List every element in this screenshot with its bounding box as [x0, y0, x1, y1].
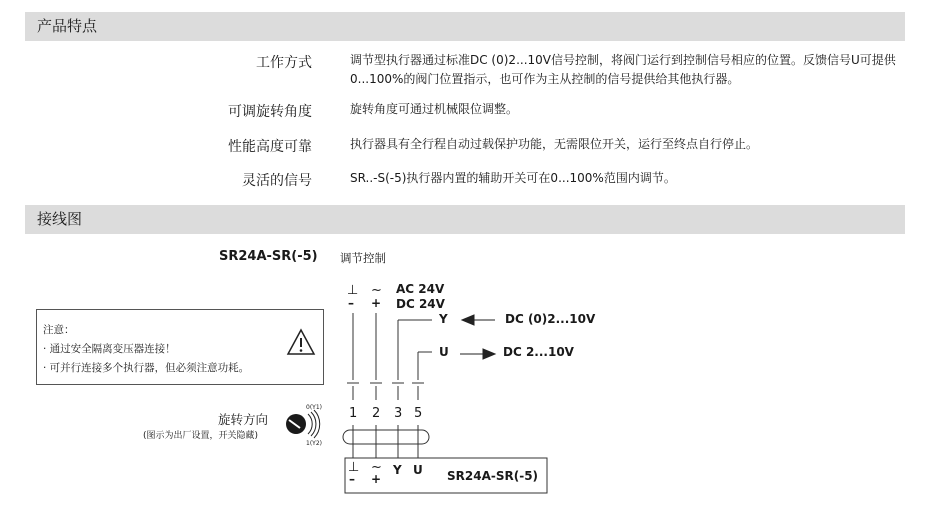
- feature-label-rotation-angle: 可调旋转角度: [228, 104, 312, 120]
- wiring-model-label: SR24A-SR(-5): [219, 249, 318, 264]
- supply-dc-label: DC 24V: [396, 297, 445, 311]
- rotation-sublabel: (图示为出厂设置，开关隐藏): [143, 431, 259, 441]
- y-signal-label: DC (0)2...10V: [505, 312, 596, 326]
- device-u-term: U: [413, 463, 423, 477]
- device-model-label: SR24A-SR(-5): [447, 469, 539, 483]
- wiring-mode-label: 调节控制: [340, 251, 386, 265]
- feature-text-operation: 调节型执行器通过标准DC (0)2...10V信号控制，将阀门运行到控制信号相应的位置。反馈信号U可提供0...100%的阀门位置指示，也可作为主从控制的信号提供给其他执行器。: [350, 53, 896, 86]
- feature-label-operation: 工作方式: [256, 55, 312, 71]
- device-y-term: Y: [393, 463, 402, 477]
- feature-text-reliability: 执行器具有全行程自动过载保护功能，无需限位开关，运行至终点自行停止。: [350, 137, 759, 151]
- device-ground-symbol: ⊥: [348, 460, 360, 475]
- supply-ac-label: AC 24V: [396, 282, 445, 296]
- note-line-2: · 可并行连接多个执行器，但必须注意功耗。: [43, 362, 250, 374]
- rotation-bottom-mark: 1(Y2): [306, 440, 322, 447]
- u-label: U: [439, 345, 449, 359]
- tilde-symbol: ~: [371, 283, 382, 298]
- y-label: Y: [439, 312, 448, 326]
- rotation-label: 旋转方向: [218, 412, 269, 427]
- u-signal-label: DC 2...10V: [503, 345, 574, 359]
- device-plus-symbol: +: [371, 472, 382, 486]
- note-line-1: · 通过安全隔离变压器连接！: [43, 343, 176, 355]
- plus-symbol: +: [371, 296, 382, 310]
- feature-text-rotation-angle: 旋转角度可通过机械限位调整。: [350, 102, 519, 116]
- minus-symbol: –: [348, 296, 354, 310]
- features-section-title: 产品特点: [25, 12, 905, 41]
- note-title: 注意：: [43, 324, 75, 336]
- terminal-3: 3: [394, 406, 403, 421]
- ground-symbol: ⊥: [347, 283, 359, 298]
- rotation-top-mark: 0(Y1): [306, 404, 322, 411]
- wiring-section-title: 接线图: [25, 205, 905, 234]
- feature-text-signal: SR..-S(-5)执行器内置的辅助开关可在0...100%范围内调节。: [350, 171, 676, 185]
- feature-label-reliability: 性能高度可靠: [228, 139, 312, 155]
- device-tilde-symbol: ~: [371, 460, 382, 475]
- terminal-5: 5: [414, 406, 423, 421]
- feature-label-signal: 灵活的信号: [242, 173, 312, 189]
- device-minus-symbol: –: [349, 472, 355, 486]
- terminal-2: 2: [372, 406, 381, 421]
- terminal-1: 1: [349, 406, 358, 421]
